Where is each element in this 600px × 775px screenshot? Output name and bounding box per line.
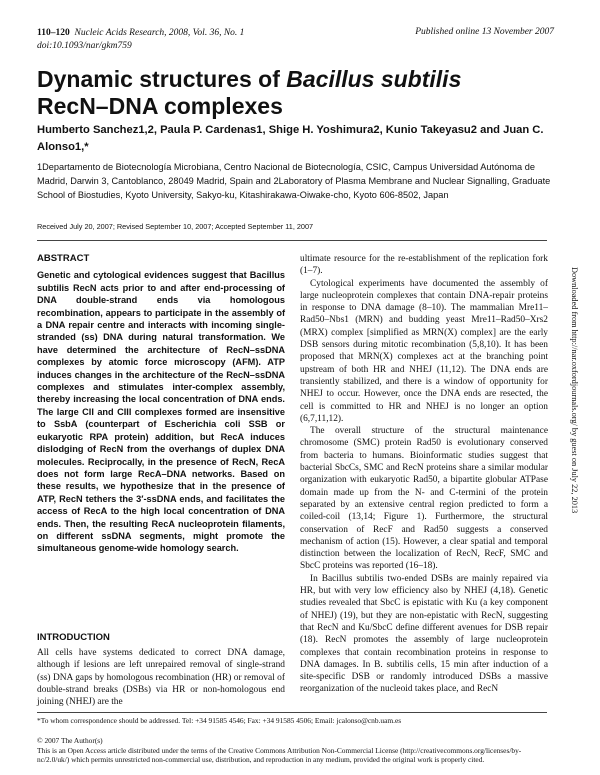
abstract-section <box>37 253 285 555</box>
introduction-section <box>37 632 285 708</box>
footnote-divider <box>37 712 547 713</box>
correspondence-footnote: *To whom correspondence should be addressed. Tel: +34 91585 4546; Fax: +34 91585 4506; Email: jcalonso@cnb.uam.es <box>37 716 402 725</box>
abstract-text: Genetic and cytological evidences suggest that Bacillus subtilis RecN acts prior to and after end-processing of DNA double-strand ends via homologous recombination, appears to participate in the assembly of a DNA repair centre and interacts with incoming single-stranded (ss) DNA during natural transformation. We have determined the architecture of RecN–ssDNA complexes by atomic force microscopy (AFM). ATP induces changes in the architecture of the RecN–ssDNA complexes and stimulates inter-complex assembly, thereby increasing the local concentration of DNA ends. The large CII and CIII complexes formed are insensitive to SsbA (counterpart of Escherichia coli SSB or eukaryotic RPA protein) addition, but RecA induces dislodging of RecN from the overhangs of duplex DNA molecules. Reciprocally, in the presence of RecN, RecA does not form large RecA–DNA networks. Based on these results, we hypothesize that in the presence of ATP, RecN tethers the 3′-ssDNA ends, and facilitates the access of RecA to the high local concentration of DNA ends. Then, the resulting RecA nucleoprotein filaments, on different ssDNA segments, might promote the simultaneous genome-wide homology search. <box>37 270 285 554</box>
body-paragraph: In Bacillus subtilis two-ended DSBs are mainly repaired via HR, but with very low efficiency also by NHEJ (4,18). Genetic studies revealed that SbcC is epistatic with Ku (a key component of NHEJ) (19), but they are non-epistatic with RecN, suggesting that RecN and Ku/SbcC define different avenues for DSB repair (18). RecN promotes the assembly of large nucleoprotein complexes that contain recombination proteins in response to DNA damages. In B. subtilis cells, 15 min after induction of a site-specific DSB or randomly introduced DSBs a massive reorganization of the nucleoid takes place, and RecN <box>300 573 548 695</box>
journal-citation: Nucleic Acids Research, 2008, Vol. 36, No. 1 <box>74 28 245 38</box>
header-divider <box>37 240 547 241</box>
doi: doi:10.1093/nar/gkm759 <box>37 41 132 51</box>
abstract-heading: ABSTRACT <box>37 253 90 264</box>
body-paragraph: Cytological experiments have documented the assembly of large nucleoprotein complexes that contain DNA-repair proteins in response to DNA damage (8–10). The mammalian Mre11–Rad50–Nbs1 (MRN) and budding yeast Mre11–Rad50–Xrs2 (MRX) complex [simplified as MRN(X) complex] are the early DSB sensors during mitotic recombination (5,8,10). It has been proposed that MRN(X) complexes act at the branching point upstream of both HR and NHEJ (11,12). The DNA ends are transiently stabilized, and there is a window of opportunity for NHEJ to occur. However, once the DNA ends are resected, the cell is committed to HR and NHEJ is no longer an option (6,7,11,12). <box>300 278 548 424</box>
published-date: Published online 13 November 2007 <box>415 27 554 37</box>
author-list: Humberto Sanchez1,2, Paula P. Cardenas1, Shige H. Yoshimura2, Kunio Takeyasu2 and Juan C. Alonso1,* <box>37 124 544 153</box>
paper-title <box>37 66 557 120</box>
right-column <box>300 253 548 696</box>
body-paragraph: The overall structure of the structural maintenance chromosome (SMC) protein Rad50 is evolutionary conserved from bacteria to humans. Bioinformatic studies suggest that bacterial SbcCs, SMC and RecN proteins share a similar modular organization with eukaryotic Rad50, a bipartite globular ATPase domain made up from the N- and C-termini of the protein separated by an extensive central region predicted to form a coiled-coil (13,14; Figure 1). Furthermore, the structural conservation of RecF and Rad50 suggests a conserved mechanism of action (15). However, a clear spatial and temporal distinction between the localization of RecN, RecF, SMC and SbcC proteins was reported (16–18). <box>300 426 548 572</box>
title-line2: RecN–DNA complexes <box>37 93 283 119</box>
title-line1: Dynamic structures of <box>37 66 287 92</box>
title-species: Bacillus subtilis <box>286 66 462 92</box>
page-range: 110–120 <box>37 28 70 38</box>
license-text: This is an Open Access article distributed under the terms of the Creative Commons Attribution Non-Commercial License (http://creativecommons.org/licenses/by-nc/2.0/uk/) which permits unrestricted non-commercial use, distribution, and reproduction in any medium, provided the original work is properly cited. <box>37 745 522 764</box>
received-dates: Received July 20, 2007; Revised September 10, 2007; Accepted September 11, 2007 <box>37 222 314 231</box>
copyright-notice <box>37 736 547 765</box>
running-header <box>37 27 244 53</box>
introduction-heading: INTRODUCTION <box>37 632 110 643</box>
introduction-text: All cells have systems dedicated to correct DNA damage, although if lesions are left unrepaired removal of single-strand (ss) DNA gaps by homologous recombination (HR) or removal of double-strand breaks (DSBs) via HR or non-homologous end joining (NHEJ) are the <box>37 648 285 708</box>
affiliations: 1Departamento de Biotecnología Microbiana, Centro Nacional de Biotecnología, CSIC, Campus Universidad Autónoma de Madrid, Darwin 3, Cantoblanco, 28049 Madrid, Spain and 2Laboratory of Plasma Membrane and Nuclear Signalling, Graduate School of Biostudies, Kyoto University, Sakyo-ku, Kitashirakawa-Oiwake-cho, Kyoto 606-8502, Japan <box>37 162 551 200</box>
copyright-line: © 2007 The Author(s) <box>37 736 103 745</box>
body-paragraph: ultimate resource for the re-establishment of the replication fork (1–7). <box>300 254 548 277</box>
download-watermark: Downloaded from http://nar.oxfordjournals.org/ by guest on July 22, 2013 <box>570 267 579 514</box>
